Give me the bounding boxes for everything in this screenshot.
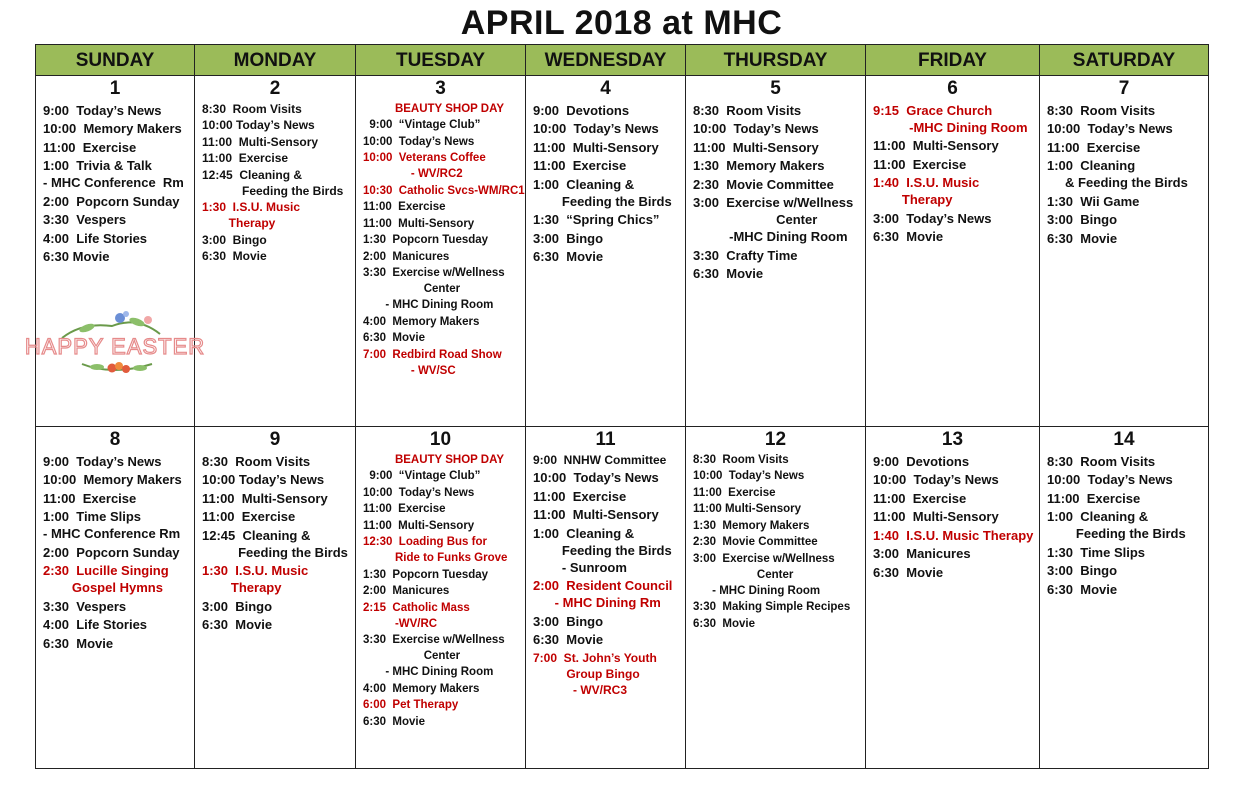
svg-text:HAPPY EASTER: HAPPY EASTER: [24, 334, 206, 359]
event-item: 1:00 Time Slips - MHC Conference Rm: [43, 509, 181, 541]
day-cell-14: [1040, 427, 1208, 769]
event-item: 6:30 Movie: [363, 332, 425, 344]
event-item: 1:30 Popcorn Tuesday: [363, 568, 489, 581]
event-item: 3:00 Bingo: [533, 230, 604, 246]
day-cell-2: [195, 76, 356, 427]
event-item: 1:30 Popcorn Tuesday: [363, 234, 489, 246]
event-item: 8:30 Room Visits: [202, 101, 302, 116]
event-item: 6:30 Movie: [43, 249, 110, 264]
event-item: 11:00 Exercise: [533, 488, 627, 504]
header-monday: MONDAY: [195, 45, 356, 76]
header-sunday: SUNDAY: [36, 45, 195, 76]
day-number: 4: [600, 78, 611, 99]
event-item: 4:00 Life Stories: [43, 230, 148, 246]
event-item: 3:30 Making Simple Recipes: [693, 601, 851, 613]
day-cell-5: [686, 76, 866, 427]
header-saturday: SATURDAY: [1040, 45, 1208, 76]
event-item: 3:00 Manicures: [873, 546, 971, 561]
event-item: 6:00 Pet Therapy: [363, 699, 459, 711]
event-item: 11:00 Exercise: [1047, 139, 1141, 155]
event-item: 7:00 Redbird Road Show - WV/SC: [363, 348, 502, 377]
event-item: 1:00 Trivia & Talk - MHC Conference Rm: [43, 158, 184, 190]
event-item: 11:00 Exercise: [363, 201, 446, 213]
event-item: 3:30 Vespers: [43, 212, 127, 227]
event-item: 1:30 I.S.U. Music Therapy: [202, 563, 309, 595]
event-item: 1:00 Cleaning & Feeding the Birds: [1047, 509, 1186, 541]
event-item: 3:00 Bingo: [1047, 563, 1118, 578]
event-item: 6:30 Movie: [533, 632, 604, 647]
event-item: 6:30 Movie: [533, 249, 604, 264]
event-item: 1:40 I.S.U. Music Therapy: [873, 527, 1034, 543]
event-item: 11:00 Multi-Sensory: [202, 490, 328, 506]
event-item: 1:40 I.S.U. Music Therapy: [873, 175, 980, 207]
day-cell-10: [356, 427, 526, 769]
day-cell-3: [356, 76, 526, 427]
event-item: 11:00 Exercise: [873, 156, 967, 172]
event-item: 3:30 Vespers: [43, 598, 127, 614]
event-item: 2:30 Lucille Singing Gospel Hymns: [43, 563, 169, 595]
day-number: 9: [269, 429, 281, 450]
event-item: 9:15 Grace Church -MHC Dining Room: [873, 102, 1028, 135]
event-item: 8:30 Room Visits: [693, 453, 789, 466]
event-item: 3:00 Bingo: [202, 598, 273, 614]
event-item: 11:00 Exercise: [43, 139, 137, 155]
day-number: 14: [1113, 429, 1135, 450]
day-number: 6: [947, 78, 958, 99]
event-item: 6:30 Movie: [1047, 230, 1118, 246]
day-cell-13: [866, 427, 1040, 769]
event-item: 2:00 Resident Council - MHC Dining Rm: [533, 578, 673, 610]
day-cell-12: [686, 427, 866, 769]
day-cell-11: [526, 427, 686, 769]
event-item: 1:30 Memory Makers: [693, 158, 825, 173]
day-cell-4: [526, 76, 686, 427]
day-number: 3: [435, 78, 446, 99]
event-item: 10:30 Catholic Svcs-WM/RC1: [363, 184, 525, 197]
event-item: 9:00 Devotions: [533, 102, 630, 118]
event-item: 11:00 Multi-Sensory: [693, 503, 802, 515]
event-item: 1:30 “Spring Chics”: [533, 212, 660, 227]
day-number: 8: [109, 429, 121, 450]
event-item: 3:00 Exercise w/Wellness Center - MHC Dining Room: [693, 552, 835, 597]
event-item: 11:00 Exercise: [533, 158, 627, 173]
event-item: 3:00 Exercise w/Wellness Center -MHC Dining Room: [693, 195, 854, 244]
event-item: 3:30 Exercise w/Wellness Center - MHC Dining Room: [363, 634, 505, 678]
day-number: 5: [770, 78, 781, 99]
event-item: 10:00 Today’s News: [693, 121, 819, 136]
event-item: 12:45 Cleaning & Feeding the Birds: [202, 167, 344, 198]
event-item: 6:30 Movie: [363, 715, 425, 728]
event-item: 1:30 Time Slips: [1047, 544, 1146, 560]
event-item: 11:00 Multi-Sensory: [533, 507, 659, 522]
event-item: 2:00 Manicures: [363, 585, 450, 597]
header-wednesday: WEDNESDAY: [526, 45, 686, 76]
event-item: 6:30 Movie: [43, 635, 114, 651]
event-item: 9:00 Devotions: [873, 453, 970, 469]
header-friday: FRIDAY: [866, 45, 1040, 76]
event-item: 9:00 “Vintage Club”: [363, 119, 481, 131]
calendar-grid: [24, 44, 1209, 769]
event-item: 1:30 I.S.U. Music Therapy: [202, 200, 301, 230]
day-number: 11: [595, 429, 616, 450]
event-item: 2:00 Popcorn Sunday: [43, 193, 180, 209]
event-item: 8:30 Room Visits: [1047, 102, 1156, 118]
event-item: BEAUTY SHOP DAY: [363, 453, 505, 466]
event-item: 10:00 Today’s News: [533, 470, 659, 485]
event-item: 3:00 Bingo: [533, 613, 604, 629]
event-item: 1:00 Cleaning & Feeding the Birds - Sunroom: [533, 525, 672, 575]
event-item: 11:00 Exercise: [693, 486, 776, 499]
event-item: 11:00 Exercise: [363, 503, 446, 515]
event-item: 9:00 Today’s News: [43, 453, 162, 469]
happy-easter-graphic: [24, 308, 206, 378]
day-number: 2: [269, 78, 281, 99]
event-item: 10:00 Today’s News: [202, 472, 325, 487]
event-item: 9:00 NNHW Committee: [533, 452, 667, 467]
event-item: 10:00 Today’s News: [363, 135, 475, 148]
day-cell-9: [195, 427, 356, 769]
day-number: 10: [429, 429, 452, 450]
event-item: 11:00 Exercise: [202, 509, 296, 524]
event-item: 6:30 Movie: [873, 564, 944, 580]
event-item: 12:45 Cleaning & Feeding the Birds: [202, 527, 348, 560]
event-item: 11:00 Exercise: [202, 151, 289, 165]
day-number: 13: [941, 429, 964, 450]
event-item: 1:30 Wii Game: [1047, 193, 1140, 209]
event-item: 1:00 Cleaning & Feeding the Birds: [1047, 158, 1188, 190]
day-cell-7: [1040, 76, 1208, 427]
event-item: 3:00 Bingo: [202, 232, 267, 247]
event-item: BEAUTY SHOP DAY: [363, 102, 505, 115]
event-item: 11:00 Multi-Sensory: [363, 217, 475, 230]
event-item: 11:00 Multi-Sensory: [533, 139, 659, 155]
event-item: 11:00 Multi-Sensory: [202, 134, 319, 149]
header-tuesday: TUESDAY: [356, 45, 526, 76]
day-cell-8: [36, 427, 195, 769]
day-number: 12: [764, 429, 787, 450]
event-item: 11:00 Exercise: [43, 490, 137, 506]
event-item: 11:00 Multi-Sensory: [693, 139, 819, 155]
event-item: 3:30 Exercise w/Wellness Center - MHC Dining Room: [363, 267, 505, 311]
event-item: 10:00 Today’s News: [1047, 472, 1173, 487]
event-item: 9:00 Today’s News: [43, 102, 162, 118]
event-item: 6:30 Movie: [873, 229, 944, 244]
event-item: 9:00 “Vintage Club”: [363, 470, 481, 482]
event-item: 6:30 Movie: [693, 617, 755, 630]
event-item: 2:30 Movie Committee: [693, 536, 818, 548]
event-item: 2:30 Movie Committee: [693, 176, 834, 192]
page-title: APRIL 2018 at MHC: [460, 4, 783, 42]
event-item: 6:30 Movie: [202, 617, 273, 632]
event-item: 10:00 Today’s News: [693, 470, 805, 482]
event-item: 10:00 Today’s News: [363, 486, 475, 499]
event-item: 6:30 Movie: [1047, 581, 1118, 597]
event-item: 3:30 Crafty Time: [693, 247, 798, 263]
day-number: 1: [109, 78, 121, 99]
event-item: 3:00 Bingo: [1047, 212, 1118, 227]
event-item: 4:00 Memory Makers: [363, 315, 480, 328]
event-item: 8:30 Room Visits: [1047, 453, 1156, 469]
event-item: 8:30 Room Visits: [693, 102, 802, 118]
event-item: 10:00 Today’s News: [1047, 121, 1173, 136]
event-item: 10:00 Today’s News: [533, 121, 659, 136]
event-item: 10:00 Memory Makers: [43, 121, 182, 136]
event-item: 4:00 Life Stories: [43, 617, 148, 632]
event-item: 11:00 Multi-Sensory: [873, 509, 999, 524]
event-item: 1:30 Memory Makers: [693, 519, 810, 532]
event-item: 3:00 Today’s News: [873, 210, 992, 226]
day-cell-1: [24, 76, 206, 427]
event-item: 6:30 Movie: [202, 249, 267, 263]
event-item: 4:00 Memory Makers: [363, 682, 480, 695]
event-item: 1:00 Cleaning & Feeding the Birds: [533, 176, 672, 209]
event-item: 8:30 Room Visits: [202, 453, 311, 469]
event-item: 11:00 Exercise: [873, 490, 967, 506]
event-item: 11:00 Multi-Sensory: [363, 519, 475, 532]
event-item: 2:00 Manicures: [363, 250, 450, 263]
day-number: 7: [1118, 78, 1130, 99]
event-item: 10:00 Today’s News: [873, 472, 999, 487]
day-cell-6: [866, 76, 1040, 427]
event-item: 10:00 Veterans Coffee - WV/RC2: [363, 152, 486, 180]
header-thursday: THURSDAY: [686, 45, 866, 76]
event-item: 2:00 Popcorn Sunday: [43, 544, 180, 560]
event-item: 6:30 Movie: [693, 266, 764, 281]
event-item: 10:00 Today’s News: [202, 118, 315, 132]
event-item: 10:00 Memory Makers: [43, 472, 182, 487]
event-item: 12:30 Loading Bus for Ride to Funks Grove: [363, 536, 508, 564]
event-item: 11:00 Exercise: [1047, 490, 1141, 506]
event-item: 11:00 Multi-Sensory: [873, 138, 999, 153]
event-item: 2:15 Catholic Mass -WV/RC: [363, 601, 470, 630]
event-item: 7:00 St. John’s Youth Group Bingo - WV/RC3: [533, 650, 657, 697]
